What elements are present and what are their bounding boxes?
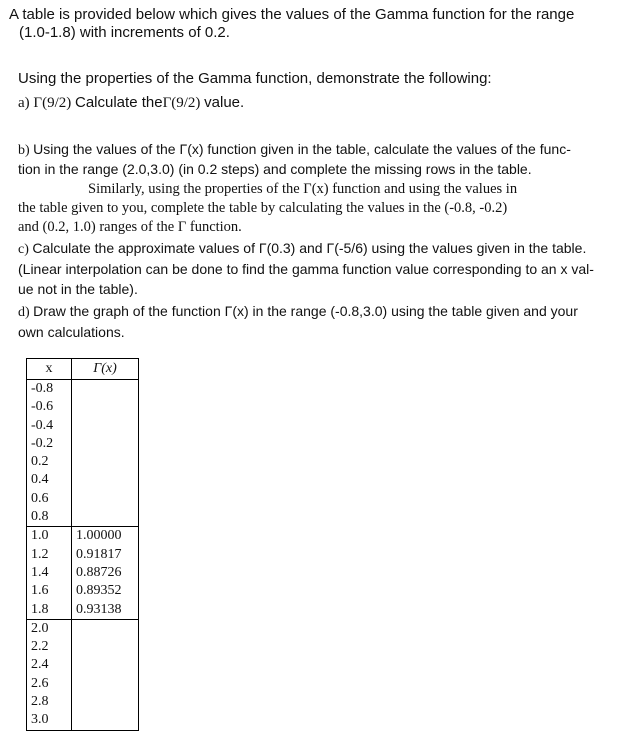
cell-gamma	[72, 656, 139, 674]
cell-gamma: 0.89352	[72, 582, 139, 600]
cell-x: -0.4	[27, 417, 72, 435]
table-header-row	[27, 359, 139, 380]
cell-gamma	[72, 693, 139, 711]
cell-x: -0.2	[27, 435, 72, 453]
question-d-line-2: own calculations.	[18, 323, 125, 340]
table-row	[27, 638, 139, 656]
question-a-label: a)	[18, 95, 30, 111]
cell-gamma	[72, 453, 139, 471]
cell-gamma	[72, 619, 139, 638]
table-row	[27, 564, 139, 582]
cell-x: 2.0	[27, 619, 72, 638]
table-row	[27, 546, 139, 564]
cell-x: 2.4	[27, 656, 72, 674]
intro-line-1: A table is provided below which gives the values of the Gamma function for the range	[9, 6, 575, 23]
gamma-values-table	[26, 358, 139, 731]
table-row	[27, 601, 139, 620]
table-body	[27, 380, 139, 731]
cell-x: 0.4	[27, 471, 72, 489]
cell-gamma	[72, 638, 139, 656]
cell-x: 0.2	[27, 453, 72, 471]
cell-gamma	[72, 508, 139, 527]
question-c-line-2: (Linear interpolation can be done to find the gamma function value corresponding to an x val-	[18, 260, 594, 277]
cell-gamma	[72, 490, 139, 508]
question-c	[18, 239, 604, 301]
intro-line-2: (1.0-1.8) with increments of 0.2.	[19, 24, 230, 41]
cell-x: 1.2	[27, 546, 72, 564]
question-c-line-1: Calculate the approximate values of Γ(0.3) and Γ(-5/6) using the values given in the table.	[32, 240, 587, 256]
cell-gamma: 0.91817	[72, 546, 139, 564]
table-row	[27, 656, 139, 674]
cell-x: 3.0	[27, 711, 72, 730]
question-a-expression-2: Γ(9/2)	[162, 95, 201, 111]
cell-gamma	[72, 417, 139, 435]
cell-x: -0.6	[27, 398, 72, 416]
cell-x: 1.4	[27, 564, 72, 582]
cell-x: 2.2	[27, 638, 72, 656]
cell-gamma	[72, 435, 139, 453]
question-a-text-end: value.	[204, 94, 245, 111]
question-c-label: c)	[18, 242, 29, 257]
table-row	[27, 453, 139, 471]
cell-gamma	[72, 675, 139, 693]
question-b-line-2: tion in the range (2.0,3.0) (in 0.2 steps) and complete the missing rows in the table.	[18, 161, 532, 177]
question-d-line-1: Draw the graph of the function Γ(x) in the range (-0.8,3.0) using the table given and your	[33, 303, 578, 319]
cell-x: 2.8	[27, 693, 72, 711]
question-b-label: b)	[18, 143, 30, 158]
table-row	[27, 490, 139, 508]
instructions-heading: Using the properties of the Gamma function, demonstrate the following:	[18, 70, 492, 87]
cell-gamma	[72, 380, 139, 399]
cell-gamma: 0.88726	[72, 564, 139, 582]
table-row	[27, 380, 139, 399]
cell-x: 0.8	[27, 508, 72, 527]
cell-gamma	[72, 471, 139, 489]
cell-x: 1.8	[27, 601, 72, 620]
cell-x: 0.6	[27, 490, 72, 508]
question-b-line-1: Using the values of the Γ(x) function given in the table, calculate the values of the func-	[33, 141, 571, 157]
header-x: x	[27, 359, 72, 380]
header-gamma: Γ(x)	[72, 359, 139, 380]
cell-gamma	[72, 398, 139, 416]
question-a-expression: Γ(9/2)	[33, 95, 72, 111]
table-row	[27, 527, 139, 546]
question-d	[18, 302, 604, 343]
cell-x: -0.8	[27, 380, 72, 399]
question-a-text: Calculate the	[75, 94, 163, 111]
intro-paragraph	[9, 6, 609, 42]
question-b-similar-3: and (0.2, 1.0) ranges of the Γ function.	[18, 219, 242, 235]
question-b-similar-2: the table given to you, complete the table by calculating the values in the (-0.8, -0.2)	[18, 200, 508, 216]
cell-x: 2.6	[27, 675, 72, 693]
cell-gamma	[72, 711, 139, 730]
question-a	[18, 94, 244, 112]
table-row	[27, 471, 139, 489]
question-b	[18, 140, 604, 237]
cell-x: 1.0	[27, 527, 72, 546]
cell-x: 1.6	[27, 582, 72, 600]
question-b-similar-1: Similarly, using the properties of the Γ(x) function and using the values in	[88, 181, 518, 197]
question-d-label: d)	[18, 305, 30, 320]
table-row	[27, 619, 139, 638]
table-row	[27, 693, 139, 711]
cell-gamma: 0.93138	[72, 601, 139, 620]
table-row	[27, 435, 139, 453]
table-row	[27, 675, 139, 693]
table-row	[27, 582, 139, 600]
table-row	[27, 417, 139, 435]
cell-gamma: 1.00000	[72, 527, 139, 546]
table-row	[27, 711, 139, 730]
table-row	[27, 508, 139, 527]
table-row	[27, 398, 139, 416]
question-c-line-3: ue not in the table).	[18, 281, 138, 297]
